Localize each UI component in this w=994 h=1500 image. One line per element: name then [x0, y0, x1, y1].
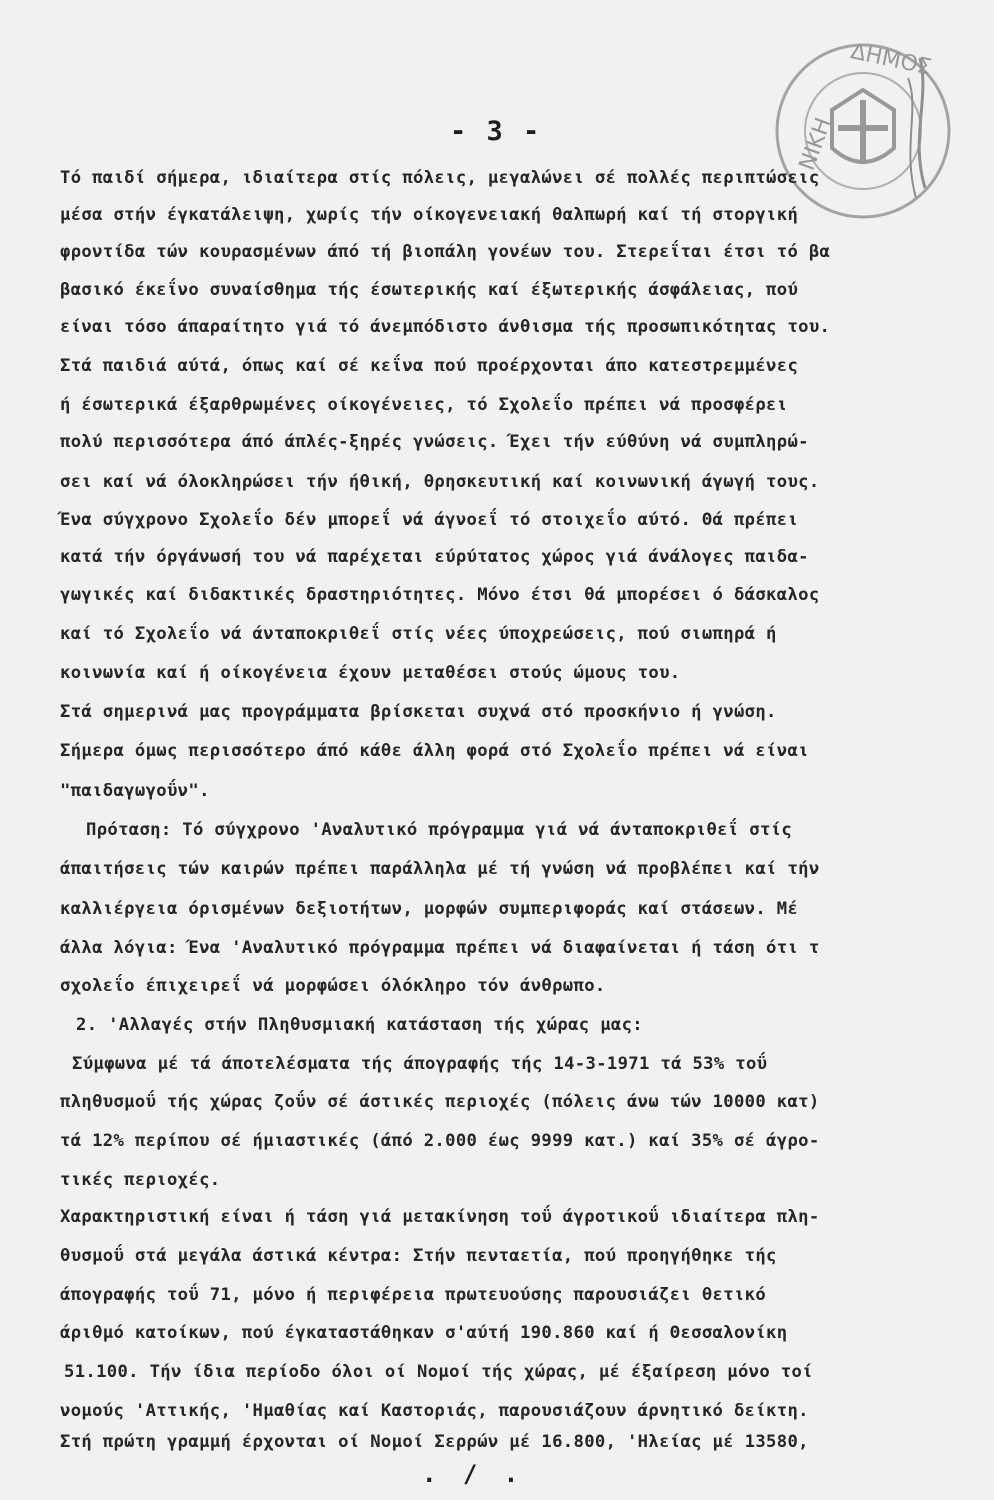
text-line: μέσα στήν έγκατάλειψη, χωρίς τήν οίκογενειακή θαλπωρή καί τή στοργική: [60, 205, 799, 225]
svg-text:ΔΗΜΟΣ: ΔΗΜΟΣ: [848, 39, 934, 81]
text-line: Χαρακτηριστική είναι ή τάση γιά μετακίνηση τοΰ άγροτικοΰ ιδιαίτερα πλη-: [60, 1207, 820, 1227]
text-line: σχολεΐο έπιχειρεΐ νά μορφώσει όλόκληρο τόν άνθρωπο.: [60, 976, 606, 996]
text-line: κοινωνία καί ή οίκογένεια έχουν μεταθέσει στούς ώμους του.: [60, 663, 681, 683]
text-line: πολύ περισσότερα άπό άπλές-ξηρές γνώσεις. Έχει τήν εύθύνη νά συμπληρώ-: [60, 432, 809, 452]
text-line: άλλα λόγια: Ένα 'Αναλυτικό πρόγραμμα πρέπει νά διαφαίνεται ή τάση ότι τ: [60, 938, 820, 958]
text-line: Σύμφωνα μέ τά άποτελέσματα τής άπογραφής τής 14-3-1971 τά 53% τοΰ: [72, 1054, 768, 1074]
text-line: γωγικές καί διδακτικές δραστηριότητες. Μόνο έτσι θά μπορέσει ό δάσκαλος: [60, 585, 820, 605]
text-line: 51.100. Τήν ίδια περίοδο όλοι οί Νομοί τής χώρας, μέ έξαίρεση μόνο τοί: [64, 1362, 813, 1382]
municipal-seal-stamp: [770, 38, 956, 224]
text-line: Ένα σύγχρονο Σχολεΐο δέν μπορεΐ νά άγνοεΐ τό στοιχεΐο αύτό. Θά πρέπει: [60, 510, 799, 530]
text-line: "παιδαγωγοΰν".: [60, 781, 210, 801]
text-line: Στά παιδιά αύτά, όπως καί σέ κεΐνα πού προέρχονται άπο κατεστρεμμένες: [60, 356, 799, 376]
text-line: άπογραφής τοΰ 71, μόνο ή περιφέρεια πρωτευούσης παρουσιάζει θετικό: [60, 1285, 767, 1305]
text-line: θυσμοΰ στά μεγάλα άστικά κέντρα: Στήν πενταετία, πού προηγήθηκε τής: [60, 1246, 777, 1266]
continuation-mark: . / .: [422, 1460, 525, 1488]
text-line: κατά τήν όργάνωσή του νά παρέχεται εύρύτατος χώρος γιά άνάλογες παιδα-: [60, 547, 809, 567]
text-line: Πρόταση: Τό σύγχρονο 'Αναλυτικό πρόγραμμα γιά νά άνταποκριθεΐ στίς: [86, 820, 793, 840]
text-line: Στή πρώτη γραμμή έρχονται οί Νομοί Σερρών μέ 16.800, 'Ηλείας μέ 13580,: [60, 1432, 809, 1452]
text-line: άπαιτήσεις τών καιρών πρέπει παράλληλα μέ τή γνώση νά προβλέπει καί τήν: [60, 859, 820, 879]
page-number: - 3 -: [450, 116, 542, 147]
text-line: φροντίδα τών κουρασμένων άπό τή βιοπάλη γονέων του. Στερεΐται έτσι τό βα: [60, 242, 831, 262]
text-line: σει καί νά όλοκληρώσει τήν ήθική, θρησκευτική καί κοινωνική άγωγή τους.: [60, 472, 820, 492]
svg-text:ΝΙΚΗ: ΝΙΚΗ: [794, 114, 837, 174]
text-line: είναι τόσο άπαραίτητο γιά τό άνεμπόδιστο άνθισμα τής προσωπικότητας του.: [60, 317, 831, 337]
text-line: ή έσωτερικά έξαρθρωμένες οίκογένειες, τό Σχολεΐο πρέπει νά προσφέρει: [60, 395, 788, 415]
text-line: τά 12% περίπου σέ ήμιαστικές (άπό 2.000 έως 9999 κατ.) καί 35% σέ άγρο-: [60, 1131, 820, 1151]
text-line: βασικό έκεΐνο συναίσθημα τής έσωτερικής καί έξωτερικής άσφάλειας, πού: [60, 280, 799, 300]
text-line: Σήμερα όμως περισσότερο άπό κάθε άλλη φορά στό Σχολεΐο πρέπει νά είναι: [60, 741, 809, 761]
text-line: τικές περιοχές.: [60, 1170, 221, 1190]
text-line: καί τό Σχολεΐο νά άνταποκριθεΐ στίς νέες ύποχρεώσεις, πού σιωπηρά ή: [60, 624, 777, 644]
text-line: άριθμό κατοίκων, πού έγκαταστάθηκαν σ'αύτή 190.860 καί ή Θεσσαλονίκη: [60, 1323, 788, 1343]
text-line: καλλιέργεια όρισμένων δεξιοτήτων, μορφών συμπεριφοράς καί στάσεων. Μέ: [60, 899, 799, 919]
text-line: Στά σημερινά μας προγράμματα βρίσκεται συχνά στό προσκήνιο ή γνώση.: [60, 702, 777, 722]
text-line: νομούς 'Αττικής, 'Ημαθίας καί Καστοριάς, παρουσιάζουν άρνητικό δείκτη.: [60, 1401, 809, 1421]
section-heading: 2. 'Αλλαγές στήν Πληθυσμιακή κατάσταση τής χώρας μας:: [76, 1015, 643, 1035]
text-line: Τό παιδί σήμερα, ιδιαίτερα στίς πόλεις, μεγαλώνει σέ πολλές περιπτώσεις: [60, 168, 820, 188]
text-line: πληθυσμοΰ τής χώρας ζοΰν σέ άστικές περιοχές (πόλεις άνω τών 10000 κατ): [60, 1092, 820, 1112]
